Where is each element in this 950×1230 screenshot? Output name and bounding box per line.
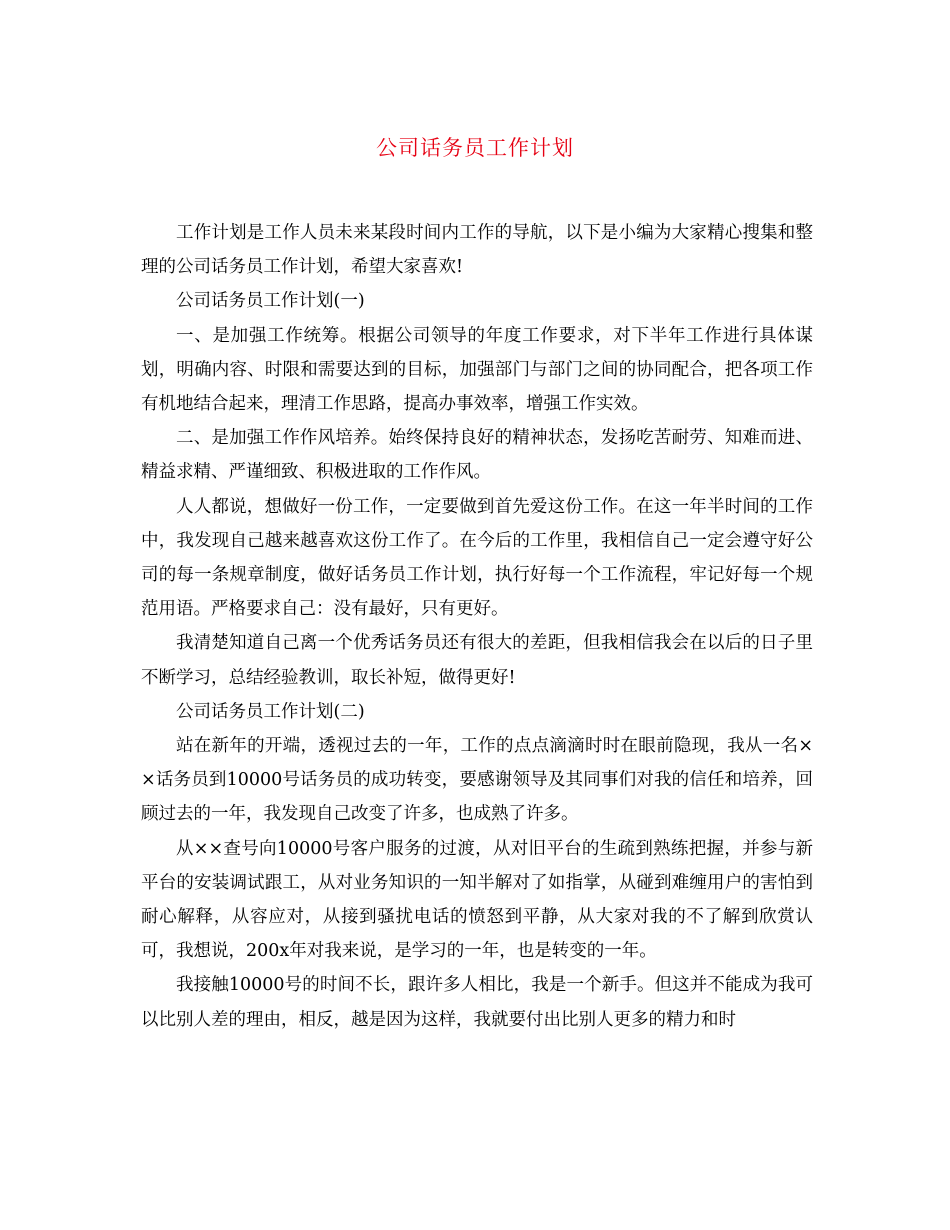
- body-paragraph: 我清楚知道自己离一个优秀话务员还有很大的差距，但我相信我会在以后的日子里不断学习，总结经验教训，取长补短，做得更好!: [141, 633, 813, 688]
- body-paragraph: 从××查号向10000号客户服务的过渡，从对旧平台的生疏到熟练把握，并参与新平台的安装调试跟工，从对业务知识的一知半解对了如指掌，从碰到难缠用户的害怕到耐心解释，从容应对，从接到骚扰电话的愤怒到平静，从大家对我的不了解到欣赏认可，我想说，200x年对我来说，是学习的一年，也是转变的一年。: [141, 838, 813, 962]
- body-paragraph: 一、是加强工作统筹。根据公司领导的年度工作要求，对下半年工作进行具体谋划，明确内容、时限和需要达到的目标，加强部门与部门之间的协同配合，把各项工作有机地结合起来，理清工作思路，提高办事效率，增强工作实效。: [141, 325, 813, 415]
- section-heading-1: 公司话务员工作计划(一): [176, 291, 365, 312]
- intro-paragraph: 工作计划是工作人员未来某段时间内工作的导航，以下是小编为大家精心搜集和整理的公司话务员工作计划，希望大家喜欢!: [141, 223, 813, 278]
- section-heading-2: 公司话务员工作计划(二): [176, 701, 365, 722]
- body-paragraph: 人人都说，想做好一份工作，一定要做到首先爱这份工作。在这一年半时间的工作中，我发现自己越来越喜欢这份工作了。在今后的工作里，我相信自己一定会遵守好公司的每一条规章制度，做好话务员工作计划，执行好每一个工作流程，牢记好每一个规范用语。严格要求自己：没有最好，只有更好。: [141, 496, 813, 620]
- document-body: [141, 216, 813, 1037]
- body-paragraph: 我接触10000号的时间不长，跟许多人相比，我是一个新手。但这并不能成为我可以比别人差的理由，相反，越是因为这样，我就要付出比别人更多的精力和时: [141, 975, 813, 1030]
- body-paragraph: 站在新年的开端，透视过去的一年，工作的点点滴滴时时在眼前隐现，我从一名××话务员到10000号话务员的成功转变，要感谢领导及其同事们对我的信任和培养，回顾过去的一年，我发现自己改变了许多，也成熟了许多。: [141, 736, 813, 825]
- body-paragraph: 二、是加强工作作风培养。始终保持良好的精神状态，发扬吃苦耐劳、知难而进、精益求精、严谨细致、积极进取的工作作风。: [141, 428, 813, 483]
- document-title: 公司话务员工作计划: [376, 136, 574, 160]
